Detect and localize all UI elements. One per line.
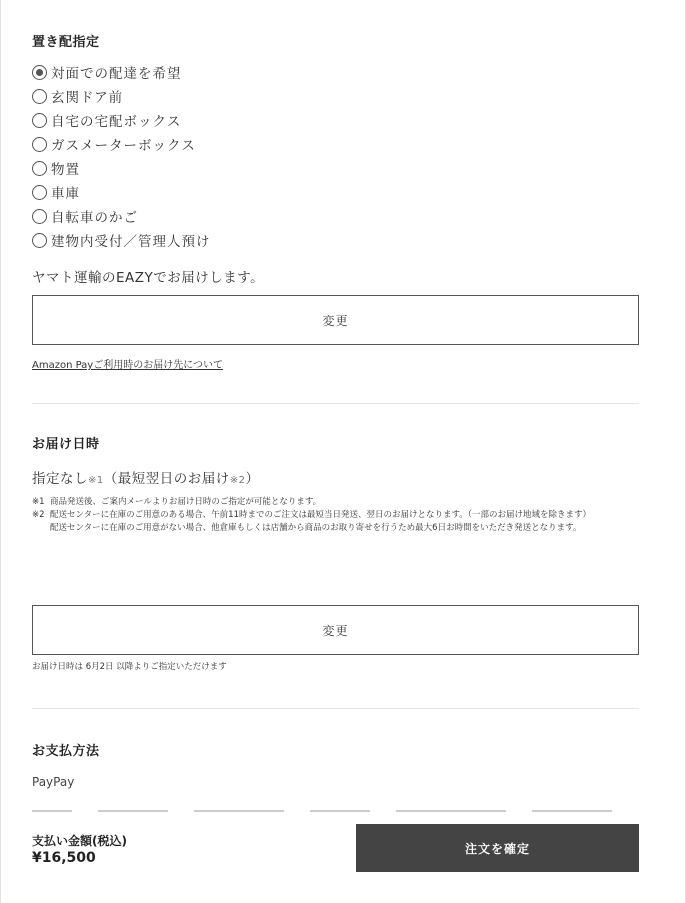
scrolled-text-fragment [32,800,639,812]
placement-option[interactable] [32,108,639,132]
placement-option[interactable] [32,84,639,108]
delivery-date-paren-close: ） [245,471,260,487]
delivery-date-paren-open: （最短翌日のお届け [103,471,230,487]
radio-unchecked-icon[interactable] [32,233,47,248]
confirm-order-button[interactable] [356,824,639,872]
change-placement-label: 変更 [322,313,349,328]
placement-title: 置き配指定 [32,35,100,50]
footnote-1 [32,496,639,509]
placement-option-label: 対面での配達を希望 [51,66,182,82]
placement-option[interactable] [32,204,639,228]
payment-title: お支払方法 [32,744,100,759]
confirm-order-label: 注文を確定 [464,841,530,856]
radio-unchecked-icon[interactable] [32,89,47,104]
change-date-button[interactable] [32,605,639,655]
delivery-footnotes [32,496,639,535]
placement-option[interactable] [32,180,639,204]
delivery-date-value [32,467,260,487]
placement-option[interactable] [32,156,639,180]
placement-option-label: 車庫 [51,186,80,202]
placement-option-label: ガスメーターボックス [51,138,196,154]
placement-options [32,60,639,252]
change-placement-button[interactable] [32,295,639,345]
total-amount: ¥16,500 [32,850,96,866]
radio-checked-icon[interactable] [32,65,47,80]
delivery-date-mark1: ※1 [88,475,104,486]
placement-option-label: 玄関ドア前 [51,90,124,106]
placement-option[interactable] [32,60,639,84]
footnote-2-mark: ※2 [32,510,45,520]
change-date-label: 変更 [322,623,349,638]
placement-section [32,31,639,252]
radio-unchecked-icon[interactable] [32,137,47,152]
footnote-1-text: 商品発送後、ご案内メールよりお届け日時のご指定が可能となります。 [50,497,322,507]
payment-method: PayPay [32,775,75,789]
placement-option[interactable] [32,228,639,252]
delivery-date-mark2: ※2 [229,475,246,486]
footnote-2-text-2: 配送センターに在庫のご用意がない場合、他倉庫もしくは店舗から商品のお取り寄せを行うため最大6日お時間をいただき発送となります。 [50,523,582,533]
placement-option-label: 自転車のかご [51,210,138,226]
divider [32,708,639,709]
footnote-2-text-1: 配送センターに在庫のご用意のある場合、午前11時までのご注文は最短当日発送、翌日のお届けとなります。（一部のお届け地域を除きます） [50,510,592,520]
radio-unchecked-icon[interactable] [32,185,47,200]
carrier-note: ヤマト運輸のEAZYでお届けします。 [32,270,265,286]
amazon-pay-link[interactable]: Amazon Payご利用時のお届け先について [32,360,224,371]
delivery-date-main: 指定なし [32,471,88,487]
footnote-2 [32,509,639,535]
footnote-2-text [50,509,639,535]
placement-option[interactable] [32,132,639,156]
radio-unchecked-icon[interactable] [32,161,47,176]
radio-unchecked-icon[interactable] [32,113,47,128]
placement-option-label: 建物内受付／管理人預け [51,234,211,250]
footnote-1-mark: ※1 [32,497,45,507]
placement-option-label: 自宅の宅配ボックス [51,114,182,130]
date-availability-note: お届け日時は 6月2日 以降よりご指定いただけます [32,662,227,672]
total-label: 支払い金額(税込) [32,834,127,848]
divider [32,403,639,404]
placement-option-label: 物置 [51,162,80,178]
radio-unchecked-icon[interactable] [32,209,47,224]
delivery-date-title: お届け日時 [32,437,100,452]
order-summary-bar [1,812,685,903]
